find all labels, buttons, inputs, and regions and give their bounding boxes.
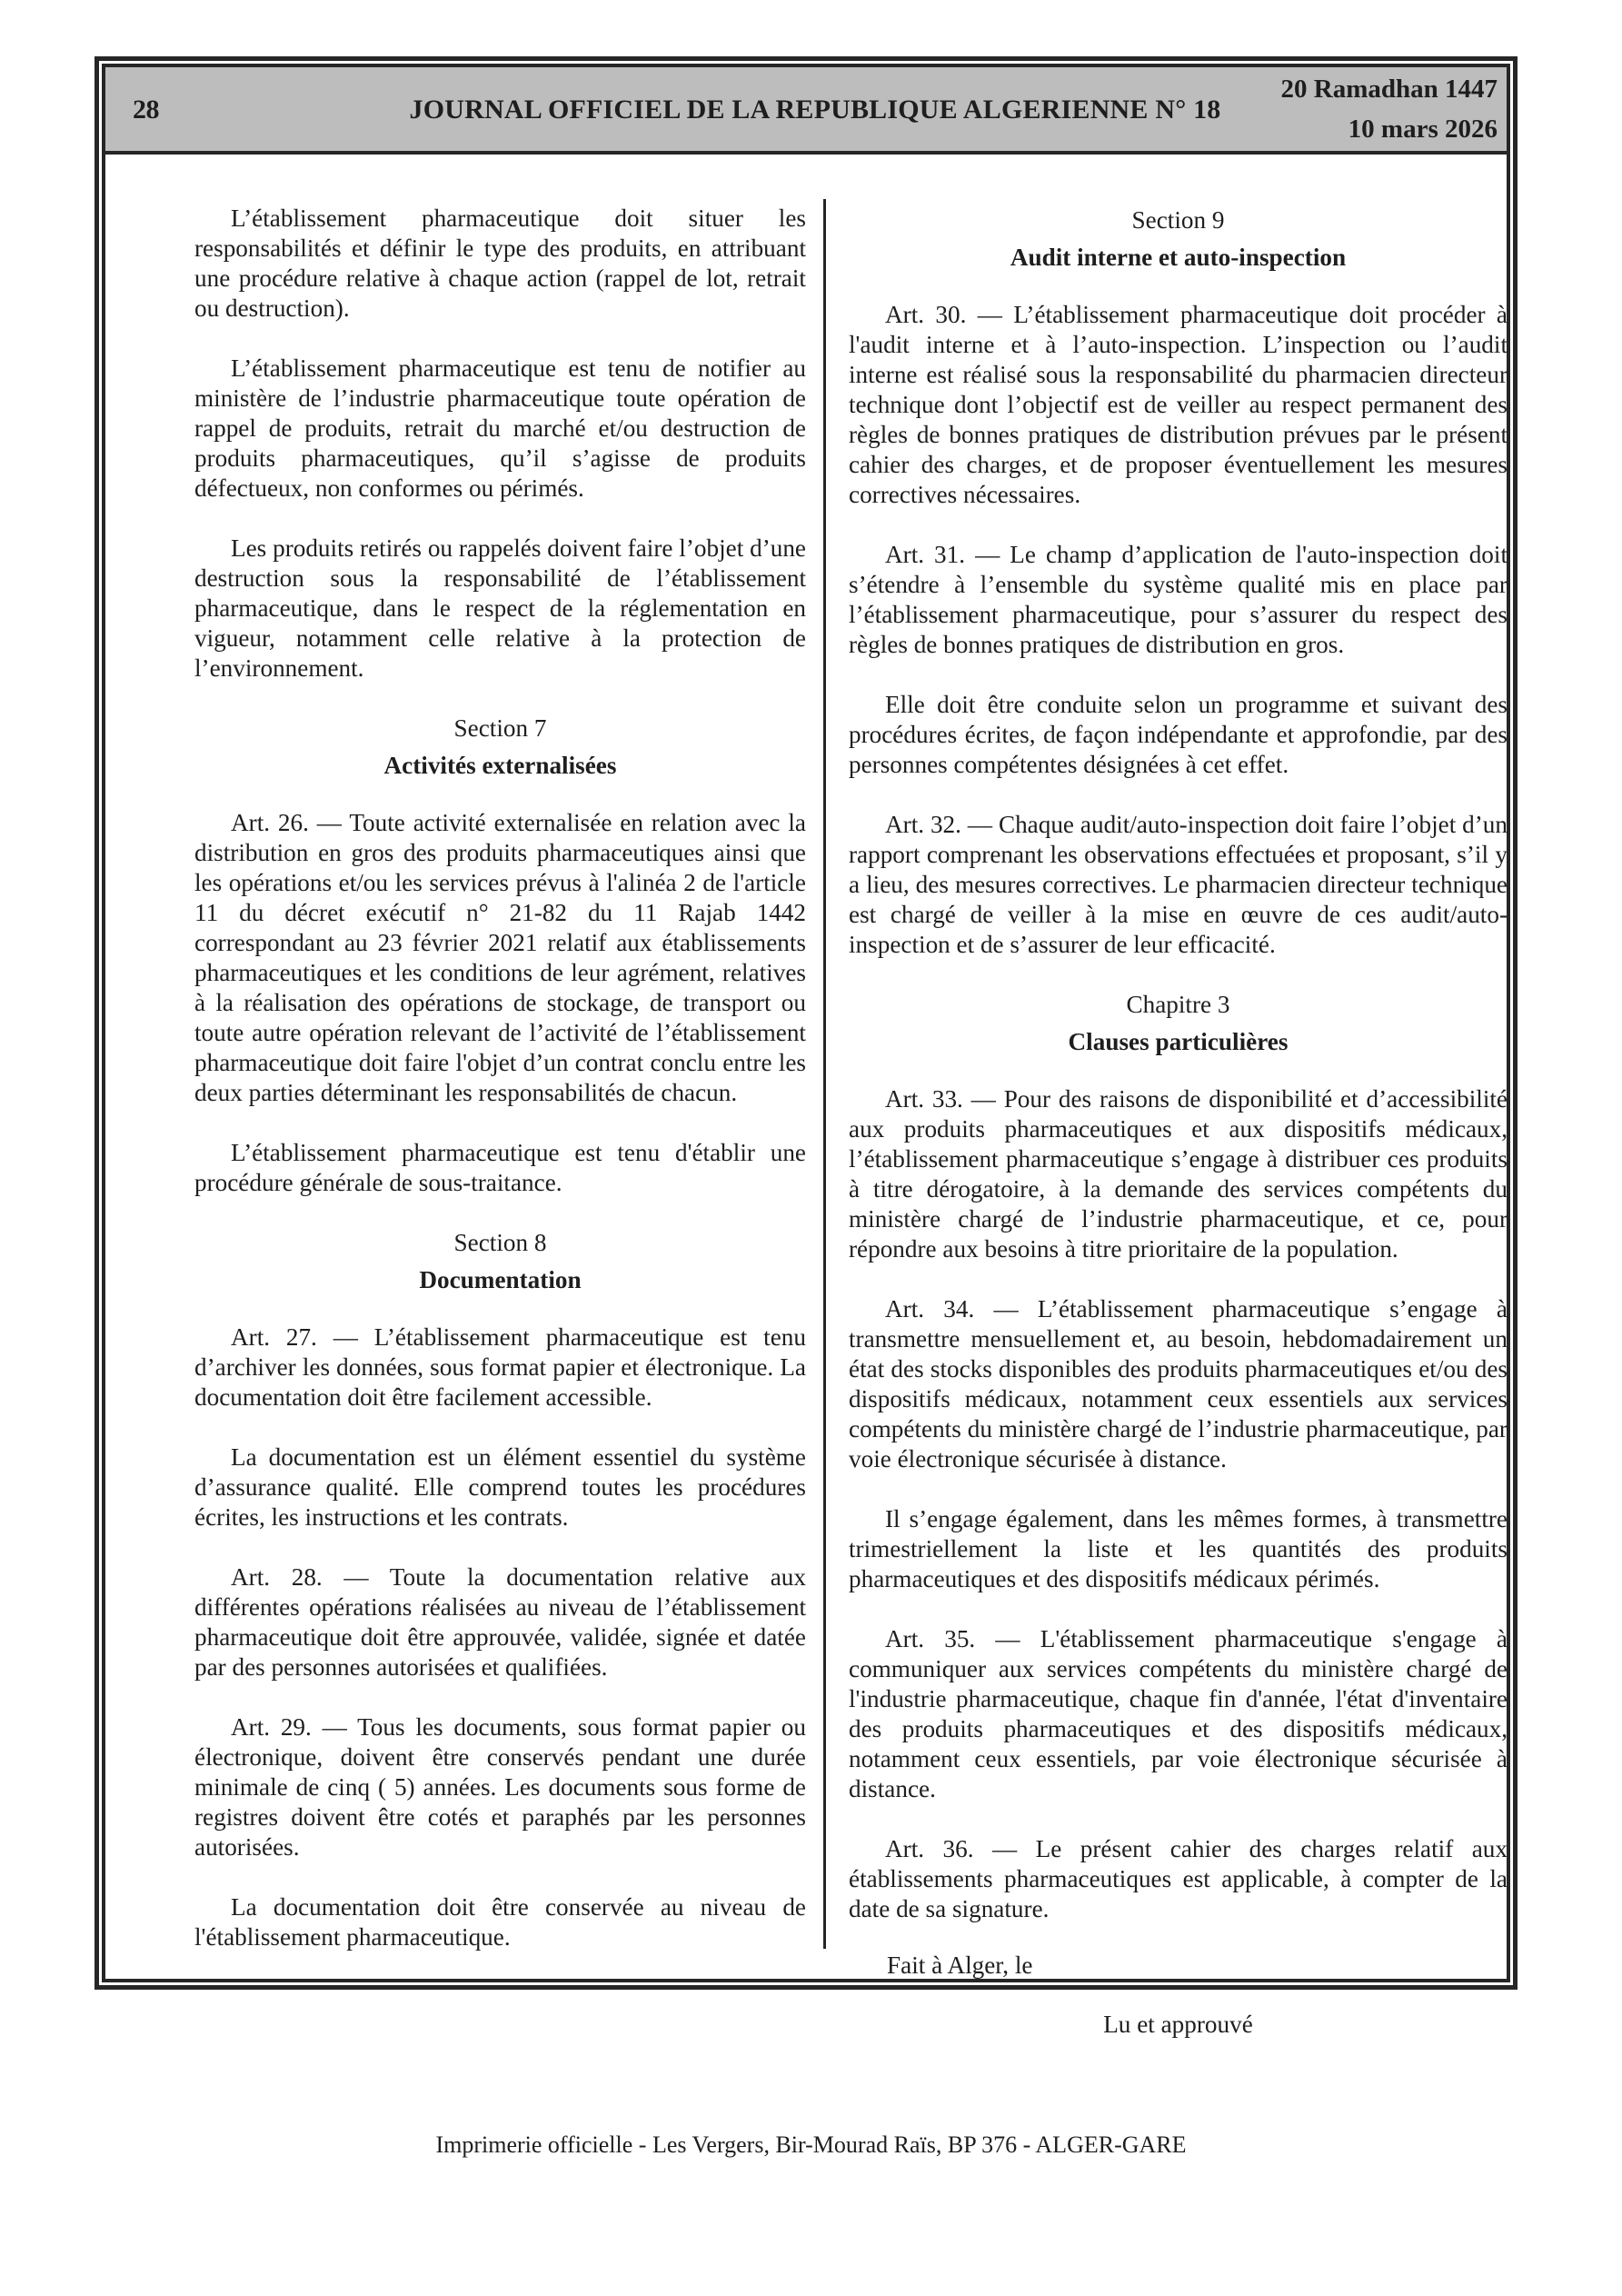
- article-29: Art. 29. — Tous les documents, sous format papier ou électronique, doivent être conservés pendant une durée minimale de cinq ( 5) années. Les documents sous forme de registres doivent être cotés et paraphés par les personnes autorisées.: [194, 1713, 806, 1861]
- page-frame-inner: [102, 64, 1510, 2038]
- section-8-label: Section 8: [453, 1229, 547, 1256]
- article-27: Art. 27. — L’établissement pharmaceutique est tenu d’archiver les données, sous format papier et électronique. La documentation doit être facilement accessible.: [194, 1323, 806, 1411]
- left-column: [194, 204, 806, 1982]
- paragraph: La documentation est un élément essentiel du système d’assurance qualité. Elle comprend toutes les procédures écrites, les instructions et les contrats.: [194, 1443, 806, 1531]
- right-column: [849, 204, 1508, 2040]
- column-divider: [823, 199, 826, 1949]
- section-9-title: Audit interne et auto-inspection: [1010, 244, 1347, 271]
- section-7-title: Activités externalisées: [383, 752, 617, 779]
- paragraph: Il s’engage également, dans les mêmes formes, à transmettre trimestriellement la liste et les quantités des produits pharmaceutiques et des dispositifs médicaux périmés.: [849, 1505, 1508, 1592]
- issue-dates: [1281, 69, 1498, 149]
- section-9-label: Section 9: [1131, 206, 1225, 234]
- paragraph: L’établissement pharmaceutique est tenu de notifier au ministère de l’industrie pharmaceutique toute opération de rappel de produits, retrait du marché et/ou destruction de produits pharmaceutiques, qu’il s’agisse de produits défectueux, non conformes ou périmés.: [194, 354, 806, 502]
- article-26: Art. 26. — Toute activité externalisée en relation avec la distribution en gros des produits pharmaceutiques ainsi que les opérations et/ou les services prévus à l'alinéa 2 de l'article 11 du décret exécutif n° 21-82 du 11 Rajab 1442 correspondant au 23 février 2021 relatif aux établissements pharmaceutiques et les conditions de leur agrément, relatives à la réalisation des opérations de stockage, de transport ou toute autre opération relevant de l’activité de l’établissement pharmaceutique doit faire l'objet d’un contrat conclu entre les deux parties déterminant les responsabilités de chacun.: [194, 809, 806, 1106]
- chapter-3-label: Chapitre 3: [1126, 991, 1230, 1018]
- page-number: 28: [133, 95, 159, 125]
- article-28: Art. 28. — Toute la documentation relative aux différentes opérations réalisées au niveau de l’établissement pharmaceutique doit être approuvée, validée, signée et datée par des personnes autorisées et qualifiées.: [194, 1563, 806, 1681]
- journal-header: [105, 67, 1507, 155]
- paragraph: La documentation doit être conservée au niveau de l'établissement pharmaceutique.: [194, 1893, 806, 1951]
- article-35: Art. 35. — L'établissement pharmaceutique s'engage à communiquer aux services compétents du ministère chargé de l'industrie pharmaceutique, chaque fin d'année, l'état d'inventaire des produits pharmaceutiques et des dispositifs médicaux, notamment ceux essentiels, par voie électronique sécurisée à distance.: [849, 1625, 1508, 1802]
- chapter-3-title: Clauses particulières: [1068, 1028, 1289, 1055]
- article-34: Art. 34. — L’établissement pharmaceutique s’engage à transmettre mensuellement et, au besoin, hebdomadairement un état des stocks disponibles des produits pharmaceutiques et/ou des dispositifs médicaux, notamment ceux essentiels aux services compétents du ministère chargé de l’industrie pharmaceutique, par voie électronique sécurisée à distance.: [849, 1295, 1508, 1472]
- section-8-title: Documentation: [419, 1266, 582, 1293]
- article-33: Art. 33. — Pour des raisons de disponibilité et d’accessibilité aux produits pharmaceutiques et aux dispositifs médicaux, l’établissement pharmaceutique s’engage à distribuer ces produits à titre dérogatoire, à la demande des services compétents du ministère chargé de l’industrie pharmaceutique, et ce, pour répondre aux besoins à titre prioritaire de la population.: [849, 1085, 1508, 1263]
- signature-approval: Lu et approuvé: [1103, 2011, 1253, 2038]
- paragraph: L’établissement pharmaceutique est tenu d'établir une procédure générale de sous-traitance.: [194, 1139, 806, 1196]
- article-30: Art. 30. — L’établissement pharmaceutique doit procéder à l'audit interne et à l’auto-inspection. L’inspection ou l’audit interne est réalisé sous la responsabilité du pharmacien directeur technique dont l’objectif est de veiller au respect permanent des règles de bonnes pratiques de distribution prévues par le présent cahier des charges, et de proposer éventuellement les mesures correctives nécessaires.: [849, 301, 1508, 508]
- printer-footer: Imprimerie officielle - Les Vergers, Bir-Mourad Raïs, BP 376 - ALGER-GARE: [435, 2131, 1187, 2158]
- article-36: Art. 36. — Le présent cahier des charges relatif aux établissements pharmaceutiques est applicable, à compter de la date de sa signature.: [849, 1835, 1508, 1922]
- article-32: Art. 32. — Chaque audit/auto-inspection doit faire l’objet d’un rapport comprenant les observations effectuées et proposant, s’il y a lieu, des mesures correctives. Le pharmacien directeur technique est chargé de veiller à la mise en œuvre de ces audit/auto-inspection et de s’assurer de leur efficacité.: [849, 811, 1508, 958]
- section-7-label: Section 7: [453, 714, 547, 742]
- date-hijri: 20 Ramadhan 1447: [1280, 75, 1498, 104]
- article-31: Art. 31. — Le champ d’application de l'auto-inspection doit s’étendre à l’ensemble du système qualité mis en place par l’établissement pharmaceutique, pour s’assurer du respect des règles de bonnes pratiques de distribution en gros.: [849, 541, 1508, 658]
- paragraph: Les produits retirés ou rappelés doivent faire l’objet d’une destruction sous la responsabilité de l’établissement pharmaceutique, dans le respect de la réglementation en vigueur, notamment celle relative à la protection de l’environnement.: [194, 534, 806, 682]
- paragraph: Elle doit être conduite selon un programme et suivant des procédures écrites, de façon indépendante et approfondie, par des personnes compétentes désignées à cet effet.: [849, 691, 1508, 778]
- page-frame: [95, 56, 1518, 2038]
- journal-title: JOURNAL OFFICIEL DE LA REPUBLIQUE ALGERIENNE N° 18: [409, 95, 1221, 125]
- date-gregorian: 10 mars 2026: [1348, 115, 1498, 144]
- signature-place: Fait à Alger, le: [887, 1952, 1033, 1979]
- paragraph: L’établissement pharmaceutique doit situer les responsabilités et définir le type des produits, en attribuant une procédure relative à chaque action (rappel de lot, retrait ou destruction).: [194, 205, 806, 322]
